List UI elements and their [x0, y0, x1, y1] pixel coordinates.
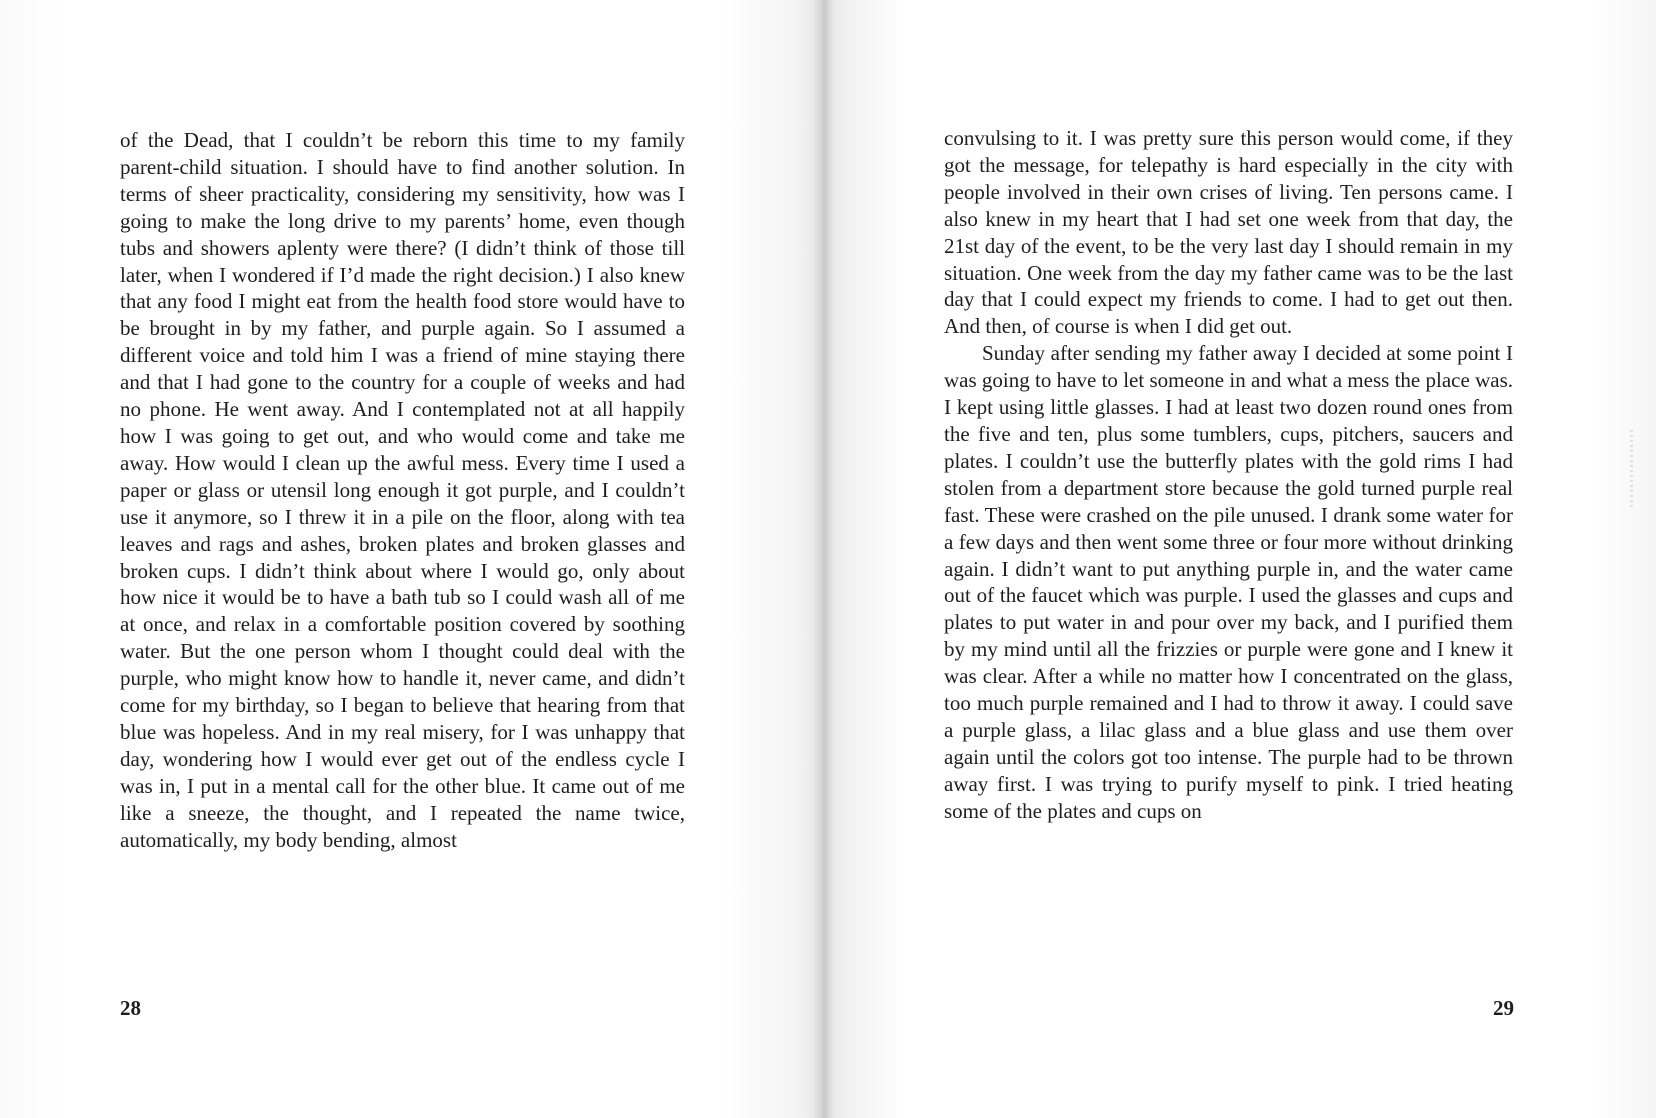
page-edge-shadow	[1630, 430, 1633, 510]
right-paragraph-1: convulsing to it. I was pretty sure this person would come, if they got the message, for telepathy is hard especially in the city with people involved in their own crises of living. Ten persons came. I also knew in my heart that I had set one week from that day, the 21st day of the event, to be the very last day I should remain in my situation. One week from the day my father came was to be the last day that I could expect my friends to come. I had to get out then. And then, of course is when I did get out.	[944, 126, 1513, 339]
right-page-text	[944, 125, 1513, 825]
left-paragraph-1: of the Dead, that I couldn’t be reborn this time to my family parent-child situation. I should have to find another solution. In terms of sheer practicality, considering my sensitivity, how was I going to make the long drive to my parents’ home, even though tubs and showers aplenty were there? (I didn’t think of those till later, when I wondered if I’d made the right decision.) I also knew that any food I might eat from the health food store would have to be brought in by my father, and purple again. So I assumed a different voice and told him I was a friend of mine staying there and that I had gone to the country for a couple of weeks and had no phone. He went away. And I contemplated not at all happily how I was going to get out, and who would come and take me away. How would I clean up the awful mess. Every time I used a paper or glass or utensil long enough it got purple, and I couldn’t use it anymore, so I threw it in a pile on the floor, along with tea leaves and rags and ashes, broken plates and broken glasses and broken cups. I didn’t think about where I would go, only about how nice it would be to have a bath tub so I could wash all of me at once, and relax in a comfortable position covered by soothing water. But the one person whom I thought could deal with the purple, who might know how to handle it, never came, and didn’t come for my birthday, so I began to believe that hearing from that blue was hopeless. And in my real misery, for I was unhappy that day, wondering how I would ever get out of the endless cycle I was in, I put in a mental call for the other blue. It came out of me like a sneeze, the thought, and I repeated the name twice, automatically, my body bending, almost	[120, 128, 685, 852]
left-page-number: 28	[120, 996, 141, 1020]
right-page-number: 29	[1493, 996, 1514, 1020]
left-page	[0, 0, 822, 1118]
book-gutter	[812, 0, 834, 1118]
right-page	[822, 0, 1656, 1118]
right-paragraph-2: Sunday after sending my father away I decided at some point I was going to have to let someone in and what a mess the place was. I kept using little glasses. I had at least two dozen round ones from the five and ten, plus some tumblers, cups, pitchers, saucers and plates. I couldn’t use the butterfly plates with the gold rims I had stolen from a department store because the gold turned purple real fast. These were crashed on the pile unused. I drank some water for a few days and then went some three or four more without drinking again. I didn’t want to put anything purple in, and the water came out of the faucet which was purple. I used the glasses and cups and plates to put water in and pour over my back, and I purified them by my mind until all the frizzies or purple were gone and I knew it was clear. After a while no matter how I concentrated on the glass, too much purple remained and I had to throw it away. I could save a purple glass, a lilac glass and a blue glass and use them over again until the colors got too intense. The purple had to be thrown away first. I was trying to purify myself to pink. I tried heating some of the plates and cups on	[944, 341, 1513, 823]
left-page-text	[120, 127, 685, 853]
